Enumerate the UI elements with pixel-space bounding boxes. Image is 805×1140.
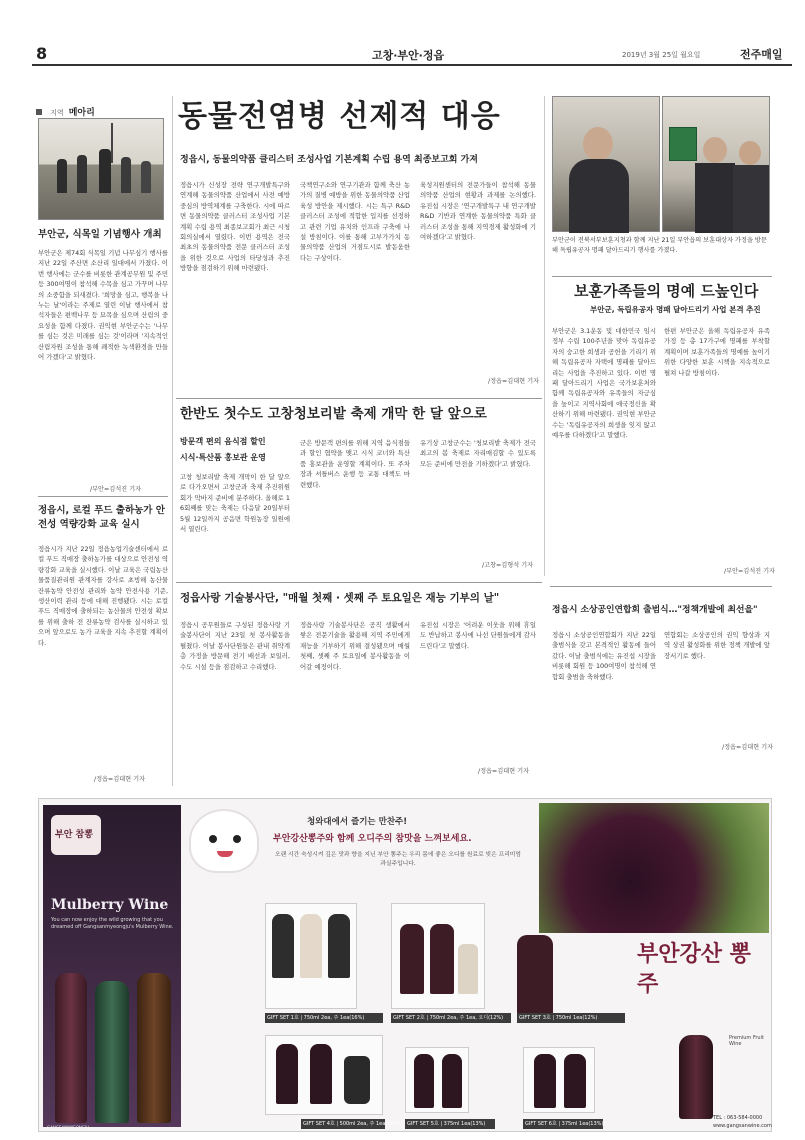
corner-label-prefix: 지역: [50, 109, 64, 117]
corner-label: [36, 100, 136, 116]
article1-headline: 부안군, 식목일 기념행사 개최: [38, 229, 162, 240]
ad-bottle-main: [679, 1035, 713, 1119]
volunteer-body-col2: 정읍사랑 기술봉사단은 공직 생활에서 쌓은 전문기술을 활용해 지역 주민에게 재능을 기부하기 위해 결성됐으며 매월 첫째, 셋째 주 토요일에 봉사활동을 이어갈 예정이다.: [300, 621, 410, 671]
ad-english-desc: You can now enjoy the wild growing that you dreamed off Gangsanmyeongju's Mulberry Wine.: [51, 917, 174, 930]
ad-brand-logo: [51, 815, 101, 855]
gift-set-5: [405, 1047, 469, 1113]
ad-berry-photo: [539, 803, 769, 933]
mulberry-wine-ad: [38, 798, 772, 1132]
right-body-col2: 한편 부안군은 올해 독립유공자 유족 가정 등 총 17가구에 명패를 부착할 계획이며 보훈가족들의 명예를 높이기 위한 다양한 보훈 시책을 지속적으로 펼쳐 나갈 방침이다.: [664, 327, 770, 377]
gochang-body-col3: 유기상 고창군수는 '청보리밭 축제가 전국 최고의 봄 축제로 자리매김할 수 있도록 모든 준비에 만전을 기하겠다'고 밝혔다.: [420, 439, 536, 468]
gift-set-6: [523, 1047, 595, 1113]
gift-label-5: GIFT SET 5호 | 375ml 1ea(13%): [405, 1119, 495, 1129]
main-headline: 동물전염병 선제적 대응: [178, 99, 501, 134]
article1-body: 부안군은 제74회 식목일 기념 나무심기 행사를 지난 22일 주산면 소산리 일대에서 가졌다. 이번 행사에는 군수를 비롯한 관계공무원 및 주민 등 300여명이 참석해 수목을 심고 가꾸며 나무의 소중함을 되새겼다. '희망을 심고, 행복을 나누는 날'이라는 주제로 열린 이날 행사에서 참석자들은 편백나무 등 묘목을 심으며 산림의 중요성을 함께 다졌다. 권익현 부안군수는 '나무를 심는 것은 미래를 심는 것'이라며 '지속적인 산림자원 조성을 통해 쾌적한 녹색환경을 만들어 가겠다'고 밝혔다.: [38, 249, 168, 362]
main-subhead: 정읍시, 동물의약품 클리스터 조성사업 기본계획 수립 용역 최종보고회 가져: [180, 155, 479, 165]
gochang-sub1: 방문객 편의 음식점 할인: [180, 437, 266, 446]
gift-label-3: GIFT SET 3호 | 750ml 1ea(12%): [517, 1013, 625, 1023]
small-business-headline: 정읍시 소상공인연합회 출범식…"정책개발에 최선을": [552, 605, 758, 615]
small-business-body-col2: 연합회는 소상공인의 권익 향상과 지역 상권 활성화를 위한 정책 개발에 앞장서기로 했다.: [664, 631, 770, 660]
ad-website: www.gangsanwine.com: [713, 1123, 772, 1129]
ad-english-title: Mulberry Wine: [51, 897, 169, 913]
gochang-body-col1: 고창 청보리밭 축제 개막이 한 달 앞으로 다가오면서 고창군과 축제 추진위원회가 막바지 준비에 분주하다. 올해로 16회째를 맞는 축제는 다음달 20일부터 5월 12일까지 공음면 학원농장 일원에서 열린다.: [180, 473, 290, 534]
gochang-body-col2: 군은 방문객 편의를 위해 지역 음식점들과 할인 협약을 맺고 시식 코너와 특산품 홍보관을 운영할 계획이다. 또 주차장과 셔틀버스 운행 등 교통 대책도 마련했다.: [300, 439, 410, 489]
article1-byline: /부안=김석진 기자: [90, 486, 142, 493]
gift-label-6: GIFT SET 6호 | 375ml 1ea(13%): [525, 1121, 604, 1127]
right-byline: /부안=김석진 기자: [724, 568, 776, 575]
main-body-col2: 국책연구소와 연구기관과 함께 축산 농가의 질병 예방을 위한 동물의약품 산업 육성 방안을 제시했다. 시는 특구 R&D 클러스터 조성에 적합한 입지를 선정하고 관련 기업 유치와 인프라 구축에 나설 방침이다. 이를 통해 고부가가치 동물의약품 산업의 거점도시로 발돋움한다는 구상이다.: [300, 181, 410, 262]
volunteer-body-col1: 정읍시 공무원들로 구성된 정읍사랑 기술봉사단이 지난 23일 첫 봉사활동을 펼쳤다. 이날 봉사단원들은 관내 취약계층 가정을 방문해 전기 배선과 보일러, 수도 시설 등을 점검하고 수리했다.: [180, 621, 290, 671]
article2-byline: /정읍=김대현 기자: [94, 776, 146, 783]
ad-mascot: [189, 809, 259, 873]
ad-company: GANGSANMYEONGJU: [47, 1125, 90, 1130]
gochang-sub2: 시식·특산품 홍보관 운영: [180, 453, 266, 462]
ad-headline: 부안강산뽕주와 함께 오디주의 참맛을 느껴보세요.: [273, 834, 472, 844]
ad-bottle-3: [137, 973, 171, 1123]
gift-label-4: GIFT SET 4호 | 500ml 2ea, 주 1ea(12%): [303, 1121, 401, 1127]
issue-date: 2019년 3월 25일 월요일: [622, 51, 701, 59]
ad-left-panel: [43, 805, 181, 1127]
right-headline: 보훈가족들의 명예 드높인다: [574, 282, 759, 300]
ad-bottle-2: [95, 981, 129, 1123]
main-byline: /정읍=김대현 기자: [488, 378, 540, 385]
right-photo-caption: 부안군이 전북서부보훈지청과 함께 지난 21일 부안읍의 보훈대상자 가정을 방문해 독립유공자 명패 달아드리기 행사를 가졌다.: [552, 237, 767, 254]
ad-bottle-1: [55, 973, 87, 1123]
volunteer-body-col3: 유진섭 시장은 '어려운 이웃을 위해 휴일도 반납하고 봉사에 나선 단원들에게 감사드린다'고 말했다.: [420, 621, 536, 650]
ad-product-name: 부안강산 뽕주: [637, 941, 751, 997]
masthead: [32, 44, 792, 66]
article2-body: 정읍시가 지난 22일 정읍농업기술센터에서 로컬 푸드 직매장 출하농가를 대상으로 안전성 역량강화 교육을 실시했다. 이날 교육은 국립농산물품질관리원 관계자를 강사로 초빙해 농산물 잔류농약 안전성 관리와 농약 안전사용 기준, 생산이력 관리 등에 대해 진행됐다. 시는 로컬 푸드 직매장에 출하되는 농산물의 안전성 확보를 위해 출하 전 잔류농약 검사를 실시하고 있으며 앞으로도 농가 교육을 지속 추진할 계획이다.: [38, 545, 168, 647]
ad-brand: 부안 참뽕: [55, 830, 93, 840]
right-subhead: 부안군, 독립유공자 명패 달아드리기 사업 본격 추진: [590, 305, 761, 314]
ad-tagline: 청와대에서 즐기는 만찬주!: [307, 817, 408, 827]
ad-product-en: Premium Fruit Wine: [729, 1035, 764, 1047]
main-body-col1: 정읍시가 신성장 전략 연구개발특구와 연계해 동물의약품 산업에서 사전 예방 중심의 방역체계를 구축한다. 시에 따르면 동물의약품 클러스터 조성사업 기본계획 수립 용역 최종보고회가 최근 시청 회의실에서 열렸다. 이번 용역은 전국 최초의 동물의약품 전문 클러스터 조성을 위한 것으로 사업의 타당성과 추진 방향을 점검하기 위해 마련됐다.: [180, 181, 290, 273]
right-body-col1: 부안군은 3.1운동 및 대한민국 임시정부 수립 100주년을 맞아 독립유공자의 숭고한 희생과 공헌을 기리기 위해 독립유공자 자택에 명패를 달아드리는 사업을 추진하고 있다. 이번 명패 달아드리기 사업은 국가보훈처와 함께 독립유공자와 유족들의 자긍심을 높이고 지역사회에 애국정신을 확산하기 위해 마련됐다. 권익현 부안군수는 '독립유공자의 희생을 잊지 않고 예우를 다하겠다'고 말했다.: [552, 327, 656, 440]
gift-label-2: GIFT SET 2호 | 750ml 2ea, 주 1ea, 오디(12%): [391, 1013, 511, 1023]
main-body-col3: 육성지원센터의 전문가들이 참석해 동물의약품 산업의 현황과 과제를 논의했다. 유진섭 시장은 '연구개발특구 내 연구개발 R&D 기반과 연계한 동물의약품 특화 클러스터 조성을 통해 지역경제 활성화에 기여하겠다'고 밝혔다.: [420, 181, 536, 242]
gift-set-2: [391, 903, 485, 1009]
paper-name: 전주매일: [740, 48, 783, 61]
tree-planting-photo: [38, 118, 164, 220]
gochang-byline: /고창=김형석 기자: [482, 562, 534, 569]
volunteer-headline: 정읍사랑 기술봉사단, "매월 첫째 · 셋째 주 토요일은 재능 기부의 날": [180, 592, 500, 604]
corner-label-name: 메아리: [68, 108, 95, 118]
corner-icon: [36, 109, 42, 115]
gift-set-1: [265, 903, 357, 1009]
gift-label-1: GIFT SET 1호 | 750ml 2ea, 주 1ea(16%): [265, 1013, 383, 1023]
right-photo-right: [662, 96, 770, 232]
volunteer-byline: /정읍=김대현 기자: [478, 768, 530, 775]
right-photo-left: [552, 96, 660, 232]
gift-set-3: [517, 935, 553, 1015]
gift-set-4: [265, 1035, 383, 1115]
article2-headline: 정읍시, 로컬 푸드 출하농가 안전성 역량강화 교육 실시: [38, 505, 165, 530]
page-number: 8: [36, 44, 48, 63]
section-title: 고창·부안·정읍: [372, 49, 445, 62]
gochang-headline: 한반도 첫수도 고창청보리밭 축제 개막 한 달 앞으로: [180, 406, 487, 422]
ad-body: 오랜 시간 숙성시켜 깊은 맛과 향을 지닌 부안 뽕주는 우리 몸에 좋은 오디를 원료로 빚은 프리미엄 과실주입니다.: [274, 852, 522, 867]
small-business-byline: /정읍=김대현 기자: [722, 744, 774, 751]
ad-phone: TEL : 063-584-0000: [713, 1115, 763, 1121]
small-business-body-col1: 정읍시 소상공인연합회가 지난 22일 출범식을 갖고 본격적인 활동에 들어갔다. 이날 출범식에는 유진섭 시장을 비롯해 회원 등 100여명이 참석해 연합회 출범을 축하했다.: [552, 631, 656, 681]
